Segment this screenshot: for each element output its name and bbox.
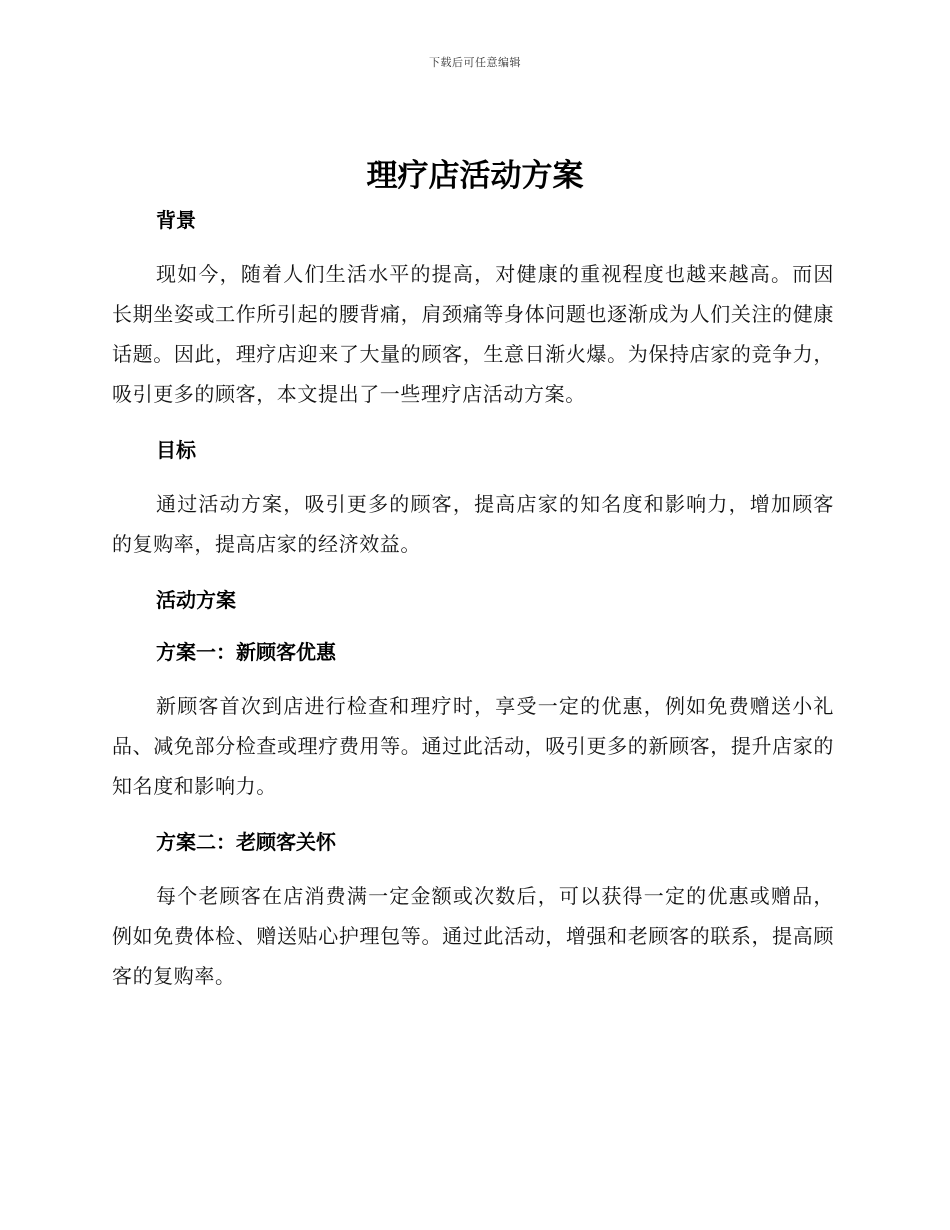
section-heading-plans: 活动方案 [156,588,236,612]
document-body [112,202,834,996]
section-paragraph-background: 现如今，随着人们生活水平的提高，对健康的重视程度也越来越高。而因长期坐姿或工作所引起的腰背痛，肩颈痛等身体问题也逐渐成为人们关注的健康话题。因此，理疗店迎来了大量的顾客，生意日渐火爆。为保持店家的竞争力，吸引更多的顾客，本文提出了一些理疗店活动方案。 [112,262,834,406]
header-note: 下载后可任意编辑 [429,56,521,69]
subsection-heading-plan1: 方案一：新顾客优惠 [156,640,336,664]
subsection-paragraph-plan2: 每个老顾客在店消费满一定金额或次数后，可以获得一定的优惠或赠品，例如免费体检、赠送贴心护理包等。通过此活动，增强和老顾客的联系，提高顾客的复购率。 [112,884,834,988]
section-heading-goal: 目标 [156,438,196,462]
subsection-heading-plan2: 方案二：老顾客关怀 [156,830,336,854]
subsection-paragraph-plan1: 新顾客首次到店进行检查和理疗时，享受一定的优惠，例如免费赠送小礼品、减免部分检查或理疗费用等。通过此活动，吸引更多的新顾客，提升店家的知名度和影响力。 [112,694,834,798]
document-title: 理疗店活动方案 [366,158,584,194]
section-paragraph-goal: 通过活动方案，吸引更多的顾客，提高店家的知名度和影响力，增加顾客的复购率，提高店家的经济效益。 [112,492,834,556]
section-heading-background: 背景 [156,208,196,232]
